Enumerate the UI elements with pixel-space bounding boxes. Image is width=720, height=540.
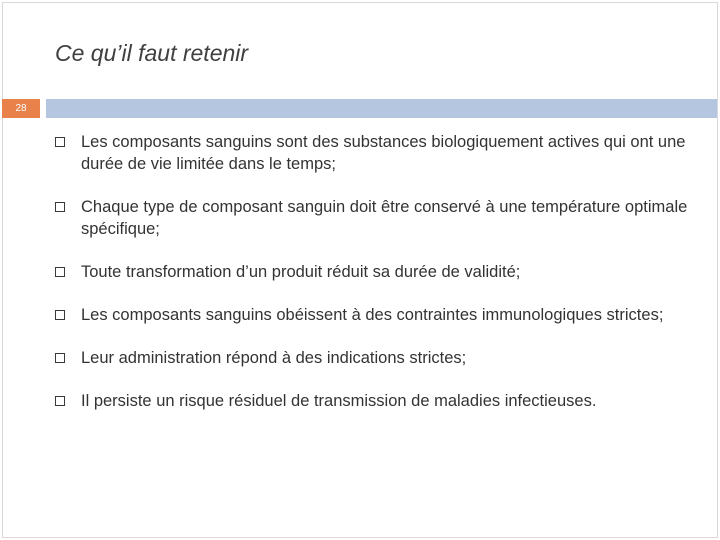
- bullet-text: Toute transformation d’un produit réduit sa durée de validité;: [81, 263, 521, 281]
- list-item: [55, 304, 695, 326]
- square-outline-icon: [55, 267, 65, 277]
- slide-number: 28: [15, 103, 27, 114]
- bullet-text: Les composants sanguins obéissent à des contraintes immunologiques strictes;: [81, 306, 664, 324]
- list-item: [55, 347, 695, 369]
- square-outline-icon: [55, 310, 65, 320]
- bullet-list: [55, 131, 695, 433]
- slide-number-badge: [2, 99, 40, 118]
- square-outline-icon: [55, 202, 65, 212]
- list-item: [55, 390, 695, 412]
- slide-title: Ce qu’il faut retenir: [55, 40, 249, 66]
- square-outline-icon: [55, 137, 65, 147]
- list-item: [55, 261, 695, 283]
- bullet-text: Chaque type de composant sanguin doit être conservé à une température optimale spécifique;: [81, 198, 688, 238]
- square-outline-icon: [55, 353, 65, 363]
- title-divider-bar: [46, 99, 717, 118]
- list-item: [55, 131, 695, 175]
- list-item: [55, 196, 695, 240]
- bullet-text: Les composants sanguins sont des substances biologiquement actives qui ont une durée de vie limitée dans le temps;: [81, 133, 686, 173]
- bullet-text: Il persiste un risque résiduel de transmission de maladies infectieuses.: [81, 392, 597, 410]
- bullet-text: Leur administration répond à des indications strictes;: [81, 349, 467, 367]
- square-outline-icon: [55, 396, 65, 406]
